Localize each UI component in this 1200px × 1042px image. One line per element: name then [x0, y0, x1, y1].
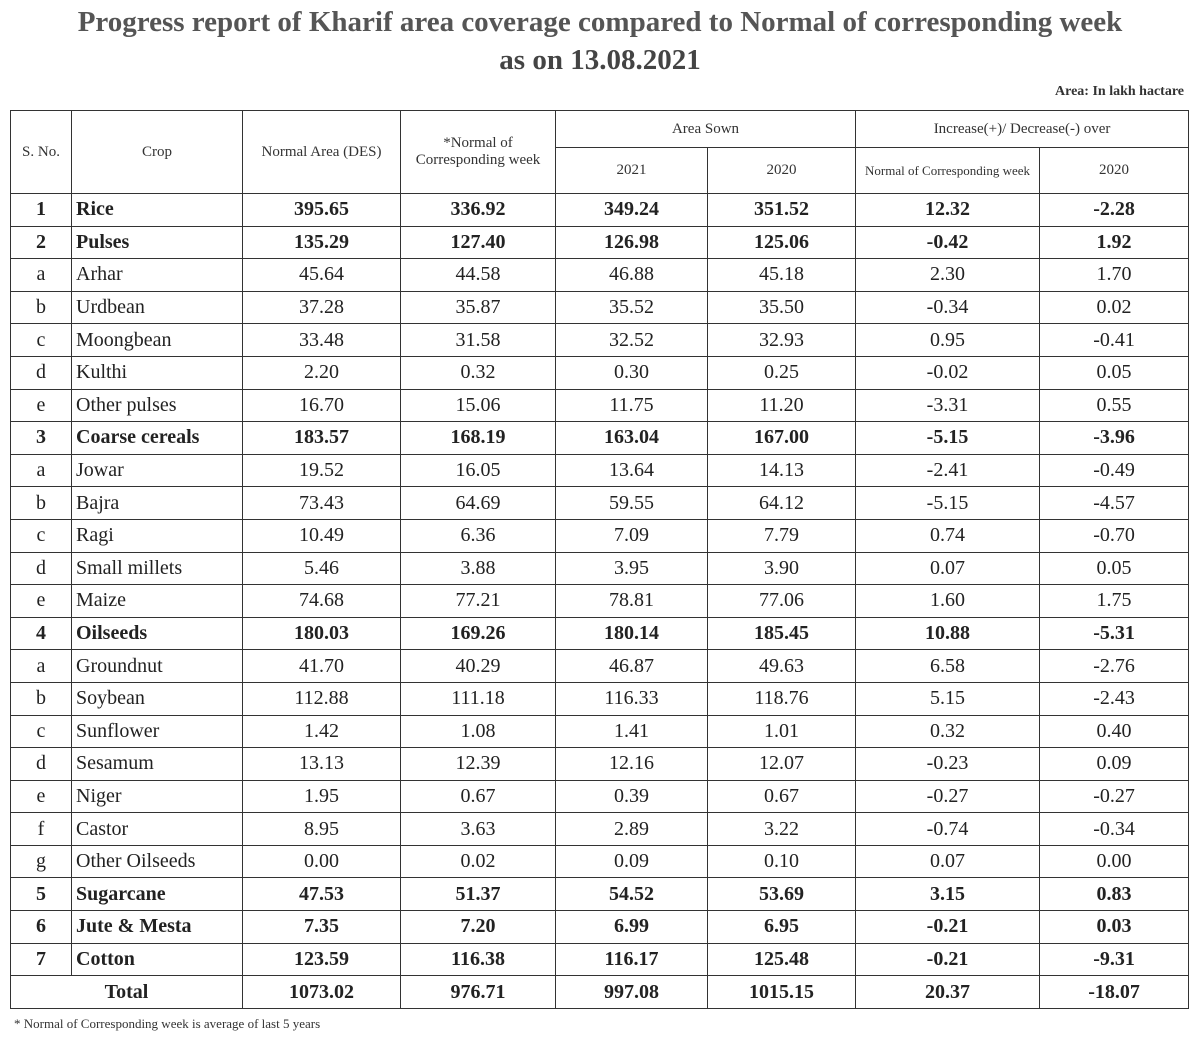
- cell-sno: c: [11, 519, 72, 552]
- cell-crop: Bajra: [72, 487, 243, 520]
- cell-normal-area: 0.00: [243, 845, 401, 878]
- cell-2020: 0.10: [708, 845, 856, 878]
- cell-inc-2020: 0.55: [1040, 389, 1189, 422]
- cell-sno: d: [11, 748, 72, 781]
- table-row: [11, 943, 1189, 976]
- cell-sno: a: [11, 259, 72, 292]
- cell-inc-2020: -9.31: [1040, 943, 1189, 976]
- cell-inc-normal: 0.07: [856, 845, 1040, 878]
- cell-inc-normal: -3.31: [856, 389, 1040, 422]
- cell-normal-area: 19.52: [243, 454, 401, 487]
- cell-normal-week: 15.06: [401, 389, 556, 422]
- cell-normal-area: 13.13: [243, 748, 401, 781]
- header-increase-decrease: Increase(+)/ Decrease(-) over: [856, 111, 1189, 148]
- cell-inc-2020: 0.00: [1040, 845, 1189, 878]
- cell-2020: 0.25: [708, 356, 856, 389]
- cell-sno: e: [11, 389, 72, 422]
- cell-2020: 1.01: [708, 715, 856, 748]
- cell-crop: Pulses: [72, 226, 243, 259]
- cell-crop: Soybean: [72, 682, 243, 715]
- cell-inc-normal: -0.27: [856, 780, 1040, 813]
- cell-normal-week: 3.63: [401, 813, 556, 846]
- cell-normal-week: 12.39: [401, 748, 556, 781]
- total-inc-normal: 20.37: [856, 976, 1040, 1009]
- cell-normal-week: 1.08: [401, 715, 556, 748]
- total-week: 976.71: [401, 976, 556, 1009]
- header-inc-2020: 2020: [1040, 148, 1189, 194]
- cell-crop: Sunflower: [72, 715, 243, 748]
- total-inc-2020: -18.07: [1040, 976, 1189, 1009]
- cell-2020: 3.22: [708, 813, 856, 846]
- cell-inc-normal: -5.15: [856, 422, 1040, 455]
- cell-normal-area: 180.03: [243, 617, 401, 650]
- cell-inc-2020: 0.05: [1040, 356, 1189, 389]
- cell-2021: 11.75: [556, 389, 708, 422]
- cell-normal-area: 37.28: [243, 291, 401, 324]
- cell-inc-2020: 1.70: [1040, 259, 1189, 292]
- cell-2021: 46.88: [556, 259, 708, 292]
- table-row: [11, 585, 1189, 618]
- cell-inc-normal: 2.30: [856, 259, 1040, 292]
- cell-normal-area: 7.35: [243, 911, 401, 944]
- table-row: [11, 291, 1189, 324]
- header-2021: 2021: [556, 148, 708, 194]
- cell-normal-area: 135.29: [243, 226, 401, 259]
- cell-inc-normal: -0.74: [856, 813, 1040, 846]
- cell-inc-2020: -4.57: [1040, 487, 1189, 520]
- unit-note: Area: In lakh hactare: [1055, 84, 1184, 99]
- cell-normal-week: 127.40: [401, 226, 556, 259]
- cell-sno: 2: [11, 226, 72, 259]
- cell-crop: Groundnut: [72, 650, 243, 683]
- table-row: [11, 780, 1189, 813]
- cell-2020: 125.48: [708, 943, 856, 976]
- cell-normal-week: 3.88: [401, 552, 556, 585]
- total-2021: 997.08: [556, 976, 708, 1009]
- cell-normal-area: 33.48: [243, 324, 401, 357]
- table-row: [11, 226, 1189, 259]
- cell-inc-2020: 0.03: [1040, 911, 1189, 944]
- cell-normal-week: 77.21: [401, 585, 556, 618]
- cell-inc-2020: 0.40: [1040, 715, 1189, 748]
- cell-inc-normal: -2.41: [856, 454, 1040, 487]
- table-row: [11, 389, 1189, 422]
- cell-2021: 32.52: [556, 324, 708, 357]
- report-date: as on 13.08.2021: [499, 44, 701, 76]
- cell-2021: 1.41: [556, 715, 708, 748]
- cell-normal-area: 47.53: [243, 878, 401, 911]
- cell-normal-week: 0.32: [401, 356, 556, 389]
- report-title: Progress report of Kharif area coverage compared to Normal of corresponding week: [77, 6, 1123, 38]
- cell-crop: Maize: [72, 585, 243, 618]
- cell-sno: 4: [11, 617, 72, 650]
- cell-normal-area: 1.42: [243, 715, 401, 748]
- cell-normal-week: 336.92: [401, 194, 556, 227]
- cell-inc-normal: 0.07: [856, 552, 1040, 585]
- total-label: Total: [11, 976, 243, 1009]
- cell-crop: Other Oilseeds: [72, 845, 243, 878]
- header-row-top: [11, 111, 1189, 148]
- cell-inc-normal: 3.15: [856, 878, 1040, 911]
- cell-normal-week: 168.19: [401, 422, 556, 455]
- header-2020: 2020: [708, 148, 856, 194]
- cell-normal-week: 6.36: [401, 519, 556, 552]
- cell-sno: 1: [11, 194, 72, 227]
- cell-inc-normal: -0.21: [856, 911, 1040, 944]
- cell-crop: Cotton: [72, 943, 243, 976]
- cell-sno: e: [11, 585, 72, 618]
- cell-inc-2020: -0.70: [1040, 519, 1189, 552]
- cell-inc-normal: 1.60: [856, 585, 1040, 618]
- header-sno: S. No.: [11, 111, 72, 194]
- cell-2020: 35.50: [708, 291, 856, 324]
- cell-2020: 125.06: [708, 226, 856, 259]
- header-normal-week: *Normal of Corresponding week: [401, 111, 556, 194]
- cell-2020: 12.07: [708, 748, 856, 781]
- cell-2021: 46.87: [556, 650, 708, 683]
- cell-2021: 163.04: [556, 422, 708, 455]
- cell-2020: 64.12: [708, 487, 856, 520]
- table-row: [11, 813, 1189, 846]
- table-row: [11, 682, 1189, 715]
- cell-sno: 6: [11, 911, 72, 944]
- cell-sno: a: [11, 454, 72, 487]
- cell-normal-area: 10.49: [243, 519, 401, 552]
- cell-normal-area: 73.43: [243, 487, 401, 520]
- cell-2021: 59.55: [556, 487, 708, 520]
- cell-normal-week: 40.29: [401, 650, 556, 683]
- cell-sno: 5: [11, 878, 72, 911]
- cell-crop: Other pulses: [72, 389, 243, 422]
- cell-normal-week: 0.67: [401, 780, 556, 813]
- cell-normal-area: 41.70: [243, 650, 401, 683]
- cell-2020: 45.18: [708, 259, 856, 292]
- cell-normal-area: 112.88: [243, 682, 401, 715]
- cell-2021: 54.52: [556, 878, 708, 911]
- cell-crop: Oilseeds: [72, 617, 243, 650]
- cell-inc-2020: -0.34: [1040, 813, 1189, 846]
- table-row: [11, 519, 1189, 552]
- table-row: [11, 356, 1189, 389]
- cell-crop: Urdbean: [72, 291, 243, 324]
- cell-inc-normal: 0.32: [856, 715, 1040, 748]
- cell-inc-2020: -5.31: [1040, 617, 1189, 650]
- cell-inc-2020: -2.28: [1040, 194, 1189, 227]
- cell-inc-normal: -0.34: [856, 291, 1040, 324]
- cell-inc-normal: 10.88: [856, 617, 1040, 650]
- cell-normal-area: 1.95: [243, 780, 401, 813]
- cell-crop: Castor: [72, 813, 243, 846]
- cell-2021: 0.39: [556, 780, 708, 813]
- cell-inc-2020: 0.02: [1040, 291, 1189, 324]
- cell-inc-2020: -0.41: [1040, 324, 1189, 357]
- cell-2020: 7.79: [708, 519, 856, 552]
- cell-normal-week: 111.18: [401, 682, 556, 715]
- cell-normal-area: 74.68: [243, 585, 401, 618]
- header-area-sown: Area Sown: [556, 111, 856, 148]
- cell-2020: 351.52: [708, 194, 856, 227]
- cell-sno: b: [11, 682, 72, 715]
- cell-inc-normal: 5.15: [856, 682, 1040, 715]
- header-crop: Crop: [72, 111, 243, 194]
- cell-inc-normal: 0.95: [856, 324, 1040, 357]
- cell-inc-2020: 0.09: [1040, 748, 1189, 781]
- cell-inc-2020: 0.05: [1040, 552, 1189, 585]
- cell-inc-2020: -0.49: [1040, 454, 1189, 487]
- cell-crop: Coarse cereals: [72, 422, 243, 455]
- cell-2021: 0.09: [556, 845, 708, 878]
- cell-sno: b: [11, 487, 72, 520]
- cell-2021: 78.81: [556, 585, 708, 618]
- cell-inc-2020: -2.76: [1040, 650, 1189, 683]
- cell-inc-normal: -5.15: [856, 487, 1040, 520]
- cell-normal-week: 31.58: [401, 324, 556, 357]
- table-row: [11, 748, 1189, 781]
- cell-normal-week: 44.58: [401, 259, 556, 292]
- cell-sno: 7: [11, 943, 72, 976]
- total-2020: 1015.15: [708, 976, 856, 1009]
- cell-inc-2020: -3.96: [1040, 422, 1189, 455]
- cell-normal-week: 169.26: [401, 617, 556, 650]
- cell-sno: f: [11, 813, 72, 846]
- cell-2021: 349.24: [556, 194, 708, 227]
- cell-2021: 13.64: [556, 454, 708, 487]
- cell-inc-normal: -0.21: [856, 943, 1040, 976]
- cell-inc-2020: 1.75: [1040, 585, 1189, 618]
- cell-inc-normal: -0.23: [856, 748, 1040, 781]
- cell-normal-area: 5.46: [243, 552, 401, 585]
- cell-2020: 6.95: [708, 911, 856, 944]
- cell-normal-week: 51.37: [401, 878, 556, 911]
- table-row: [11, 324, 1189, 357]
- cell-2020: 77.06: [708, 585, 856, 618]
- cell-crop: Kulthi: [72, 356, 243, 389]
- cell-normal-area: 16.70: [243, 389, 401, 422]
- cell-inc-normal: 0.74: [856, 519, 1040, 552]
- cell-2021: 116.33: [556, 682, 708, 715]
- cell-inc-normal: -0.02: [856, 356, 1040, 389]
- cell-inc-normal: 12.32: [856, 194, 1040, 227]
- cell-2020: 118.76: [708, 682, 856, 715]
- cell-inc-2020: -2.43: [1040, 682, 1189, 715]
- cell-crop: Ragi: [72, 519, 243, 552]
- table-row: [11, 259, 1189, 292]
- total-normal: 1073.02: [243, 976, 401, 1009]
- cell-crop: Jute & Mesta: [72, 911, 243, 944]
- cell-2021: 0.30: [556, 356, 708, 389]
- cell-crop: Arhar: [72, 259, 243, 292]
- cell-2021: 126.98: [556, 226, 708, 259]
- cell-normal-week: 7.20: [401, 911, 556, 944]
- cell-sno: 3: [11, 422, 72, 455]
- cell-2020: 49.63: [708, 650, 856, 683]
- cell-normal-area: 45.64: [243, 259, 401, 292]
- cell-inc-2020: 0.83: [1040, 878, 1189, 911]
- total-row: [11, 976, 1189, 1009]
- footnote: * Normal of Corresponding week is average of last 5 years: [14, 1016, 321, 1031]
- cell-sno: g: [11, 845, 72, 878]
- header-inc-normal: Normal of Corresponding week: [856, 148, 1040, 194]
- cell-2020: 0.67: [708, 780, 856, 813]
- table-row: [11, 715, 1189, 748]
- cell-inc-normal: 6.58: [856, 650, 1040, 683]
- cell-sno: c: [11, 324, 72, 357]
- cell-2021: 116.17: [556, 943, 708, 976]
- cell-sno: a: [11, 650, 72, 683]
- cell-sno: c: [11, 715, 72, 748]
- cell-2021: 12.16: [556, 748, 708, 781]
- table-row: [11, 911, 1189, 944]
- cell-2020: 53.69: [708, 878, 856, 911]
- cell-sno: b: [11, 291, 72, 324]
- cell-normal-area: 123.59: [243, 943, 401, 976]
- cell-crop: Niger: [72, 780, 243, 813]
- table-row: [11, 422, 1189, 455]
- cell-crop: Moongbean: [72, 324, 243, 357]
- cell-2020: 32.93: [708, 324, 856, 357]
- cell-2021: 180.14: [556, 617, 708, 650]
- cell-crop: Sugarcane: [72, 878, 243, 911]
- cell-normal-area: 395.65: [243, 194, 401, 227]
- cell-normal-week: 64.69: [401, 487, 556, 520]
- table-row: [11, 617, 1189, 650]
- cell-2021: 3.95: [556, 552, 708, 585]
- cell-2020: 185.45: [708, 617, 856, 650]
- cell-normal-area: 2.20: [243, 356, 401, 389]
- table-row: [11, 845, 1189, 878]
- cell-normal-week: 16.05: [401, 454, 556, 487]
- cell-sno: e: [11, 780, 72, 813]
- cell-crop: Rice: [72, 194, 243, 227]
- table-row: [11, 194, 1189, 227]
- cell-normal-week: 0.02: [401, 845, 556, 878]
- cell-normal-week: 116.38: [401, 943, 556, 976]
- header-normal-area: Normal Area (DES): [243, 111, 401, 194]
- cell-inc-normal: -0.42: [856, 226, 1040, 259]
- cell-2021: 35.52: [556, 291, 708, 324]
- cell-sno: d: [11, 552, 72, 585]
- cell-2020: 14.13: [708, 454, 856, 487]
- kharif-coverage-table: [10, 110, 1189, 1009]
- cell-2021: 7.09: [556, 519, 708, 552]
- table-row: [11, 552, 1189, 585]
- cell-2021: 2.89: [556, 813, 708, 846]
- cell-normal-week: 35.87: [401, 291, 556, 324]
- table-row: [11, 650, 1189, 683]
- cell-2020: 167.00: [708, 422, 856, 455]
- cell-sno: d: [11, 356, 72, 389]
- cell-2020: 3.90: [708, 552, 856, 585]
- table-row: [11, 878, 1189, 911]
- cell-normal-area: 183.57: [243, 422, 401, 455]
- cell-2021: 6.99: [556, 911, 708, 944]
- cell-normal-area: 8.95: [243, 813, 401, 846]
- table-row: [11, 454, 1189, 487]
- cell-inc-2020: 1.92: [1040, 226, 1189, 259]
- table-body: [11, 194, 1189, 1009]
- cell-crop: Small millets: [72, 552, 243, 585]
- cell-2020: 11.20: [708, 389, 856, 422]
- cell-crop: Jowar: [72, 454, 243, 487]
- cell-inc-2020: -0.27: [1040, 780, 1189, 813]
- cell-crop: Sesamum: [72, 748, 243, 781]
- table-row: [11, 487, 1189, 520]
